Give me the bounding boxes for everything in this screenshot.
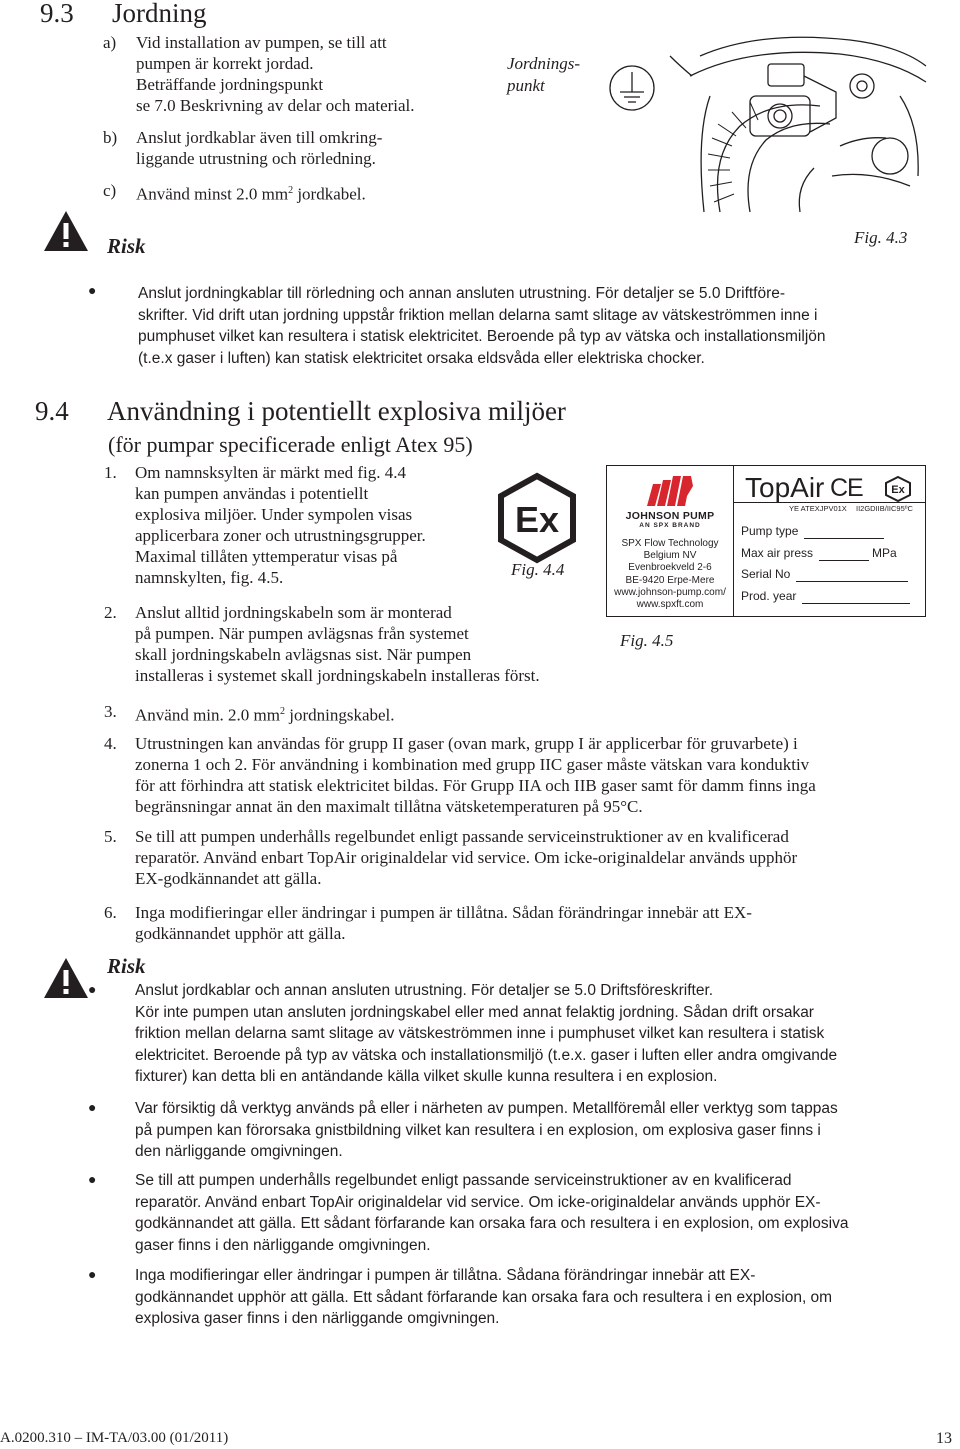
field-label: Max air press [741, 546, 814, 560]
risk-line: skrifter. Vid drift utan jordning uppstår friktion mellan delarna samt slitage av vätskeströmmen inne i [138, 306, 818, 324]
ex-small-text: Ex [891, 484, 905, 496]
ce-mark: CE [830, 474, 863, 502]
item-line: på pumpen. När pumpen avlägsnas från systemet [135, 624, 469, 643]
bullet-line: friktion mellan delarna samt slitage av vätskeströmmen inne i pumphuset vilket kan resultera i statisk [135, 1025, 825, 1042]
pump-grounding-illustration [600, 36, 930, 214]
bullet-dot: ● [88, 1268, 97, 1283]
bullet-dot: ● [88, 1101, 97, 1116]
item-line: Maximal tillåten yttemperatur visas på [135, 547, 398, 566]
field-label: Pump type [741, 524, 799, 538]
callout-line: Jordnings- [507, 54, 581, 73]
grounding-point-callout [507, 53, 580, 97]
divider [734, 502, 925, 503]
item-line: Beträffande jordningspunkt [136, 75, 324, 94]
list-item-b [103, 127, 483, 169]
item-line: applicerbara zoner och utrustningsgrupper. [135, 526, 426, 545]
item-label: b) [103, 128, 118, 147]
section-number: 9.3 [40, 0, 74, 28]
field-label: Prod. year [741, 589, 797, 603]
list-item-2 [104, 602, 655, 686]
bullet-line: på pumpen kan förorsaka gnistbildning vilket kan resultera i en explosion, om explosiva gaser finns i [135, 1121, 821, 1139]
brand-name: JOHNSON PUMP [625, 510, 715, 522]
risk-label: Risk [107, 234, 146, 258]
bullet-line: reparatör. Använd enbart TopAir originaldelar vid service. Om icke-originaldelar används upphör EX- [135, 1193, 821, 1211]
section-number: 9.4 [35, 396, 69, 426]
item-label: 6. [104, 903, 117, 922]
superscript: 2 [288, 185, 294, 196]
field-line [804, 526, 884, 539]
risk-bullet-1 [135, 980, 935, 1088]
bullet-line: gaser finns i den närliggande omgivningen. [135, 1236, 431, 1254]
list-item-c [103, 180, 483, 205]
bullet-line: Anslut jordkablar och annan ansluten utrustning. För detaljer se 5.0 Driftsföreskrifter. [135, 982, 714, 999]
item-line: Om namnsksylten är märkt med fig. 4.4 [135, 463, 407, 482]
section-title: Jordning [112, 0, 207, 28]
address-line: SPX Flow Technology [621, 538, 719, 549]
risk-bullet-4 [135, 1265, 935, 1330]
bullet-line: den närliggande omgivningen. [135, 1143, 343, 1160]
list-item-6 [104, 902, 955, 944]
brand-subtitle: AN SPX BRAND [639, 522, 701, 529]
warning-triangle-icon [42, 956, 90, 1000]
item-label: 1. [104, 463, 117, 482]
address-line: www.johnson-pump.com/ [614, 586, 726, 598]
fig-4-5-caption: Fig. 4.5 [620, 631, 674, 650]
field-line [819, 548, 869, 561]
risk-text-9-3 [138, 283, 938, 369]
page-number: 13 [936, 1430, 952, 1447]
item-line: Se till att pumpen underhålls regelbundet enligt passande serviceinstruktioner av en kvalificerad [135, 827, 789, 846]
section-9-3-heading [40, 0, 207, 28]
item-text: Använd minst 2.0 mm [136, 184, 289, 204]
fig-4-3-caption: Fig. 4.3 [854, 228, 908, 247]
nameplate [606, 465, 926, 617]
risk-line: Anslut jordningkablar till rörledning och annan ansluten utrustning. För detaljer se 5.0 Driftföre- [138, 285, 786, 302]
address-line: Belgium NV [643, 550, 697, 562]
bullet-line: explosiva gaser finns i den närliggande omgivningen. [135, 1310, 500, 1327]
item-text: jordningskabel. [284, 705, 395, 725]
risk-line: pumphuset vilket kan resultera i statisk elektricitet. Beroende på typ av vätska och installationsmiljön [138, 328, 826, 345]
section-title: Användning i potentiellt explosiva miljöer [107, 396, 566, 426]
item-label: 2. [104, 603, 117, 622]
ex-hexagon-icon [497, 472, 577, 564]
item-line: pumpen är korrekt jordad. [136, 54, 314, 73]
address-line: Evenbroekveld 2-6 [628, 562, 712, 574]
bullet-dot: ● [88, 1173, 97, 1188]
item-label: a) [103, 33, 117, 52]
item-line: installeras i systemet skall jordningskabeln installeras först. [135, 666, 540, 685]
atex-code: YE ATEXJPV01X [789, 504, 847, 513]
serial-no-field [741, 567, 908, 582]
list-item-a [103, 32, 483, 116]
item-line: Inga modifieringar eller ändringar i pumpen är tillåtna. Sådan förändringar innebär att EX- [135, 903, 752, 922]
risk-label: Risk [107, 954, 146, 978]
item-line: godkännandet upphör att gälla. [135, 924, 346, 943]
item-line: namnskylten, fig. 4.5. [135, 568, 284, 587]
atex-class: II2GDIIB/IIC95ºC [856, 504, 913, 513]
warning-triangle-icon [42, 209, 90, 253]
item-line: begränsningar annat än den maximalt tillåtna vätsketemperaturen på 95°C. [135, 797, 643, 816]
section-subtitle: (för pumpar specificerade enligt Atex 95) [108, 432, 473, 457]
field-line [802, 591, 910, 604]
bullet-line: Inga modifieringar eller ändringar i pumpen är tillåtna. Sådana förändringar innebär att EX- [135, 1267, 756, 1284]
item-line: Vid installation av pumpen, se till att [136, 33, 387, 52]
item-line: explosiva miljöer. Under sympolen visas [135, 505, 413, 524]
footer-doc-id: A.0200.310 – IM-TA/03.00 (01/2011) [0, 1430, 229, 1446]
bullet-line: fixturer) kan detta bli en antändande källa vilket skulle kunna resultera i en explosion. [135, 1068, 718, 1085]
item-line: reparatör. Använd enbart TopAir originaldelar vid service. Om icke-originaldelar används upphör [135, 848, 798, 867]
address-line: www.spxft.com [636, 599, 704, 611]
prod-year-field [741, 589, 910, 604]
risk-line: (t.e.x gaser i luften) kan statisk elektricitet orsaka eldsvåda eller elektriska chocker. [138, 349, 705, 367]
item-line: skall jordningskabeln avlägsnas sist. När pumpen [135, 645, 472, 664]
list-item-1 [104, 462, 535, 588]
pump-type-field [741, 524, 884, 539]
bullet-line: godkännandet att gälla. Ett sådant förfarande kan orsaka fara och resultera i en explosion, om explosiva [135, 1215, 849, 1232]
item-line: Utrustningen kan användas för grupp II gaser (ovan mark, grupp I är applicerbar för gruvarbete) i [135, 734, 798, 753]
bullet-dot: ● [88, 983, 97, 998]
item-label: c) [103, 181, 117, 200]
callout-line: punkt [507, 76, 545, 95]
risk-bullet-3 [135, 1170, 935, 1256]
bullet-line: godkännandet upphör att gälla. Ett sådant förfarande kan orsaka fara och resultera i en explosion, om [135, 1288, 833, 1306]
risk-bullet-2 [135, 1098, 935, 1163]
list-item-4 [104, 733, 955, 817]
unit-label: MPa [872, 546, 897, 560]
item-line: zonerna 1 och 2. För användning i kombination med grupp IIC gaser måste vätskan vara konduktiv [135, 755, 810, 774]
field-line [796, 569, 908, 582]
item-line: liggande utrustning och rörledning. [136, 149, 376, 168]
nameplate-product [734, 466, 925, 616]
item-label: 4. [104, 734, 117, 753]
grounding-list [103, 32, 483, 205]
bullet-dot: ● [88, 284, 97, 299]
nameplate-manufacturer [607, 466, 734, 616]
superscript: 2 [279, 706, 285, 717]
item-text: jordkabel. [293, 184, 366, 204]
field-label: Serial No [741, 567, 791, 581]
address-line: BE-9420 Erpe-Mere [625, 574, 715, 586]
ex-symbol-text: Ex [514, 499, 560, 540]
bullet-line: Se till att pumpen underhålls regelbundet enligt passande serviceinstruktioner av en kvalificerad [135, 1172, 792, 1189]
item-line: Anslut jordkablar även till omkring- [136, 128, 383, 147]
item-line: Anslut alltid jordningskabeln som är monterad [135, 603, 452, 622]
ex-small-icon [884, 476, 912, 502]
item-label: 5. [104, 827, 117, 846]
item-line: kan pumpen användas i potentiellt [135, 484, 369, 503]
bullet-line: Var försiktig då verktyg används på eller i närheten av pumpen. Metallföremål eller verktyg som tappas [135, 1100, 838, 1117]
item-line: se 7.0 Beskrivning av delar och material. [136, 96, 415, 115]
item-line: EX-godkännandet att gälla. [135, 869, 322, 888]
product-name: TopAir [745, 472, 825, 503]
johnson-pump-logo-icon [647, 476, 693, 506]
max-air-press-field [741, 546, 897, 561]
fig-4-4-caption: Fig. 4.4 [511, 560, 565, 579]
list-item-3 [104, 701, 635, 726]
bullet-line: Kör inte pumpen utan ansluten jordningskabel eller med annat felaktig jordning. Sådan drift orsakar [135, 1003, 814, 1021]
list-item-5 [104, 826, 955, 889]
item-text: Använd min. 2.0 mm [135, 705, 280, 725]
bullet-line: elektricitet. Beroende på typ av vätska och installationsmiljö (t.e.x. gaser i luften eller andra omgivande [135, 1046, 838, 1064]
item-line: för att förhindra att statisk elektricitet bildas. För Grupp IIA och IIB gaser samt för damm finns inga [135, 776, 816, 795]
manufacturer-address [607, 538, 733, 611]
section-9-4-heading [35, 396, 566, 426]
item-label: 3. [104, 702, 117, 721]
